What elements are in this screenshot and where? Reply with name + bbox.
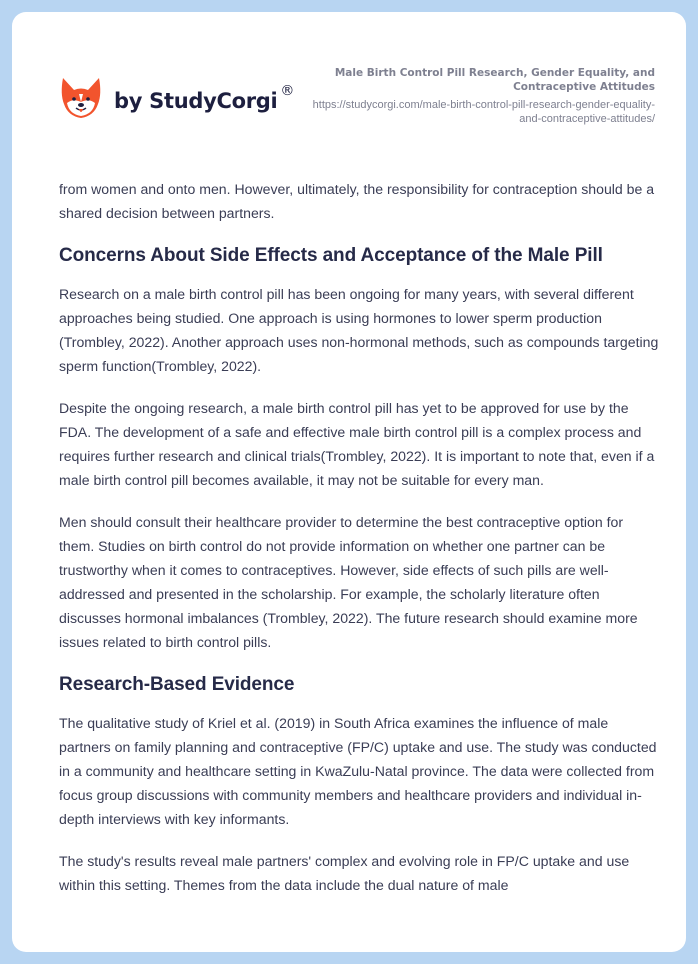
document-card <box>12 12 686 952</box>
document-header <box>12 12 686 162</box>
document-title: Male Birth Control Pill Research, Gender Equality, and Contraceptive Attitudes <box>334 67 655 93</box>
paragraph: Despite the ongoing research, a male birth control pill has yet to be approved for use by the FDA. The development of a safe and effective male birth control pill is a complex process and requires further research and clinical trials(Trombley, 2022). It is important to note that, even if a male birth control pill becomes available, it may not be suitable for every man. <box>59 400 655 488</box>
logo-text: by StudyCorgi <box>114 89 278 113</box>
paragraph: Men should consult their healthcare provider to determine the best contraceptive option for them. Studies on birth control do not provide information on whether one partner can be trustworthy when it comes to contraceptives. However, side effects of such pills are well-addressed and presented in the scholarship. For example, the scholarly literature often discusses hormonal imbalances (Trombley, 2022). The future research should examine more issues related to birth control pills. <box>59 514 638 650</box>
intro-paragraph: from women and onto men. However, ultimately, the responsibility for contraception should be a shared decision between partners. <box>59 181 655 221</box>
paragraph: The study's results reveal male partners' complex and evolving role in FP/C uptake and use within this setting. Themes from the data include the dual nature of male <box>59 853 630 893</box>
paragraph: Research on a male birth control pill has been ongoing for many years, with several different approaches being studied. One approach is using hormones to lower sperm production (Trombley, 2022). Another approach uses non-hormonal methods, such as compounds targeting sperm function(Trombley, 2022). <box>59 286 659 374</box>
paragraph: The qualitative study of Kriel et al. (2019) in South Africa examines the influence of male partners on family planning and contraceptive (FP/C) uptake and use. The study was conducted in a community and healthcare setting in KwaZulu-Natal province. The data were collected from focus group discussions with community members and healthcare providers and individual in-depth interviews with key informants. <box>59 715 657 827</box>
registered-mark: ® <box>280 83 295 99</box>
document-meta <box>295 66 655 126</box>
corgi-icon <box>60 76 102 120</box>
document-body <box>59 177 659 915</box>
studycorgi-logo[interactable] <box>60 76 294 120</box>
section-heading-concerns: Concerns About Side Effects and Acceptance of the Male Pill <box>59 245 603 266</box>
section-heading-evidence: Research-Based Evidence <box>59 674 295 695</box>
document-url[interactable]: https://studycorgi.com/male-birth-control-pill-research-gender-equality-and-contraceptive-attitudes/ <box>312 99 655 125</box>
